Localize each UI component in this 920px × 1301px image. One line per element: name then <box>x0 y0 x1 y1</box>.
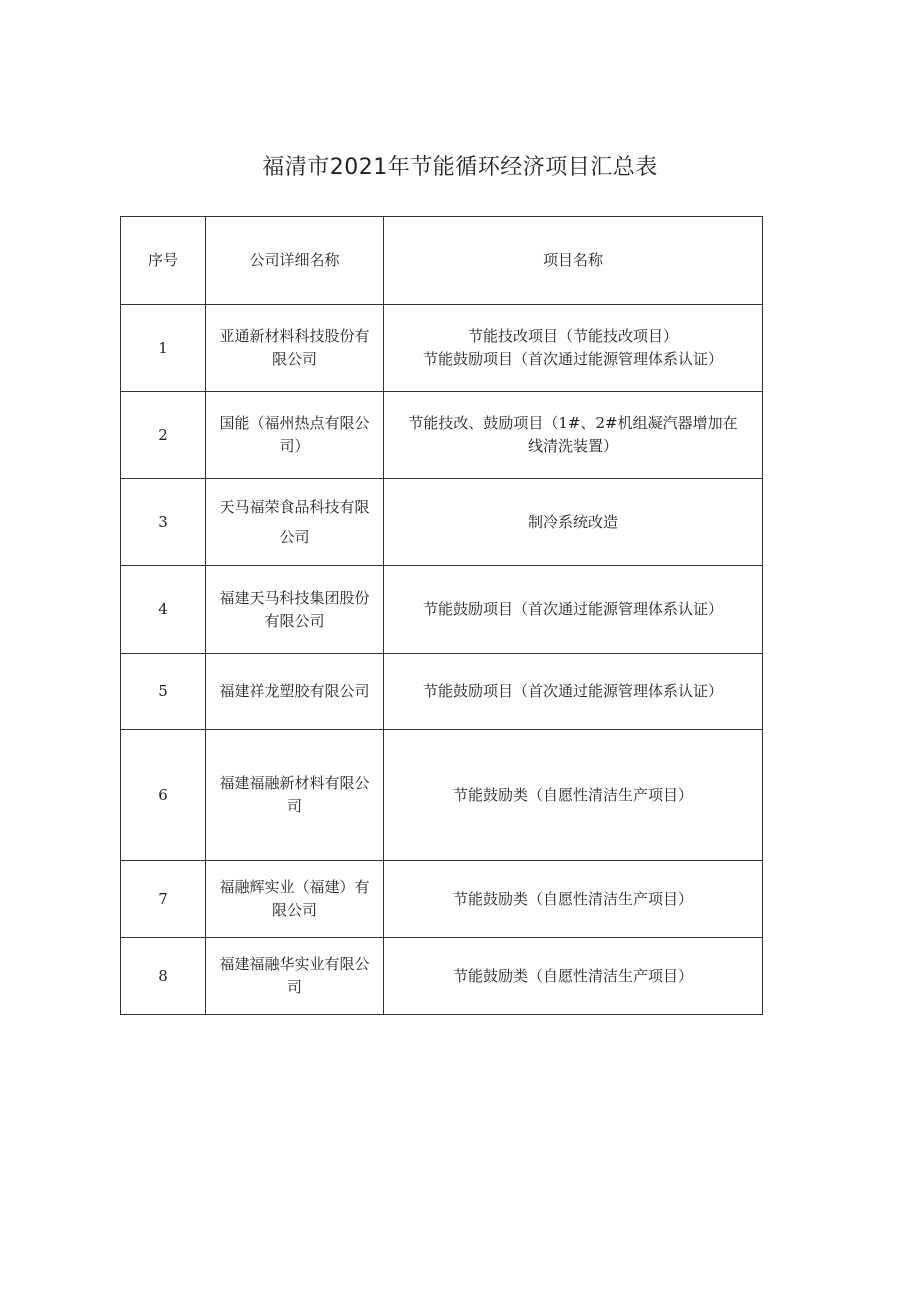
table-row <box>121 654 763 730</box>
project-line: 线清洗装置） <box>527 437 618 455</box>
table-row <box>121 861 763 938</box>
summary-table <box>120 216 763 1015</box>
table-row <box>121 730 763 861</box>
row-project <box>384 305 763 392</box>
company-line: 福建祥龙塑胶有限公司 <box>219 682 370 700</box>
header-index: 序号 <box>121 217 206 305</box>
row-index: 1 <box>121 305 206 392</box>
row-index: 6 <box>121 730 206 861</box>
row-index: 2 <box>121 392 206 479</box>
row-index: 5 <box>121 654 206 730</box>
row-company <box>206 566 384 654</box>
company-line: 国能（福州热点有限公 <box>219 414 370 432</box>
project-line: 节能鼓励类（自愿性清洁生产项目） <box>452 966 693 985</box>
page-title: 福清市2021年节能循环经济项目汇总表 <box>262 155 658 180</box>
row-company <box>206 305 384 392</box>
row-project <box>384 479 763 566</box>
company-line: 司） <box>279 437 310 455</box>
table-row <box>121 305 763 392</box>
project-line: 节能鼓励类（自愿性清洁生产项目） <box>452 889 693 908</box>
row-company <box>206 654 384 730</box>
project-line: 节能鼓励项目（首次通过能源管理体系认证） <box>422 600 723 618</box>
row-project <box>384 730 763 861</box>
row-company <box>206 392 384 479</box>
company-line: 限公司 <box>271 901 317 919</box>
project-line: 节能鼓励项目（首次通过能源管理体系认证） <box>422 350 723 368</box>
project-line: 节能技改项目（节能技改项目） <box>467 327 678 345</box>
table-row <box>121 566 763 654</box>
row-company <box>206 479 384 566</box>
table-row <box>121 479 763 566</box>
header-project: 项目名称 <box>384 217 763 305</box>
row-index: 3 <box>121 479 206 566</box>
company-line: 司 <box>286 797 302 815</box>
table-row <box>121 392 763 479</box>
project-line: 制冷系统改造 <box>527 512 618 531</box>
row-company <box>206 861 384 938</box>
table-header-row <box>121 217 763 305</box>
header-company: 公司详细名称 <box>206 217 384 305</box>
project-line: 节能技改、鼓励项目（1#、2#机组凝汽器增加在 <box>408 414 738 432</box>
company-line: 有限公司 <box>264 611 325 630</box>
row-company <box>206 730 384 861</box>
project-line: 节能鼓励项目（首次通过能源管理体系认证） <box>422 682 723 700</box>
project-line: 节能鼓励类（自愿性清洁生产项目） <box>452 785 693 804</box>
row-project <box>384 566 763 654</box>
row-index: 7 <box>121 861 206 938</box>
row-project <box>384 654 763 730</box>
table-row <box>121 938 763 1015</box>
company-line: 限公司 <box>271 350 317 368</box>
row-index: 4 <box>121 566 206 654</box>
company-line: 公司 <box>279 528 310 546</box>
row-company <box>206 938 384 1015</box>
row-project <box>384 938 763 1015</box>
row-index: 8 <box>121 938 206 1015</box>
company-line: 福建天马科技集团股份 <box>219 588 370 607</box>
company-line: 福建福融新材料有限公 <box>219 774 370 792</box>
row-project <box>384 861 763 938</box>
company-line: 亚通新材料科技股份有 <box>219 327 370 345</box>
company-line: 福融辉实业（福建）有 <box>219 878 370 896</box>
company-line: 司 <box>286 978 302 996</box>
company-line: 福建福融华实业有限公 <box>219 955 370 973</box>
row-project <box>384 392 763 479</box>
company-line: 天马福荣食品科技有限 <box>219 498 370 516</box>
